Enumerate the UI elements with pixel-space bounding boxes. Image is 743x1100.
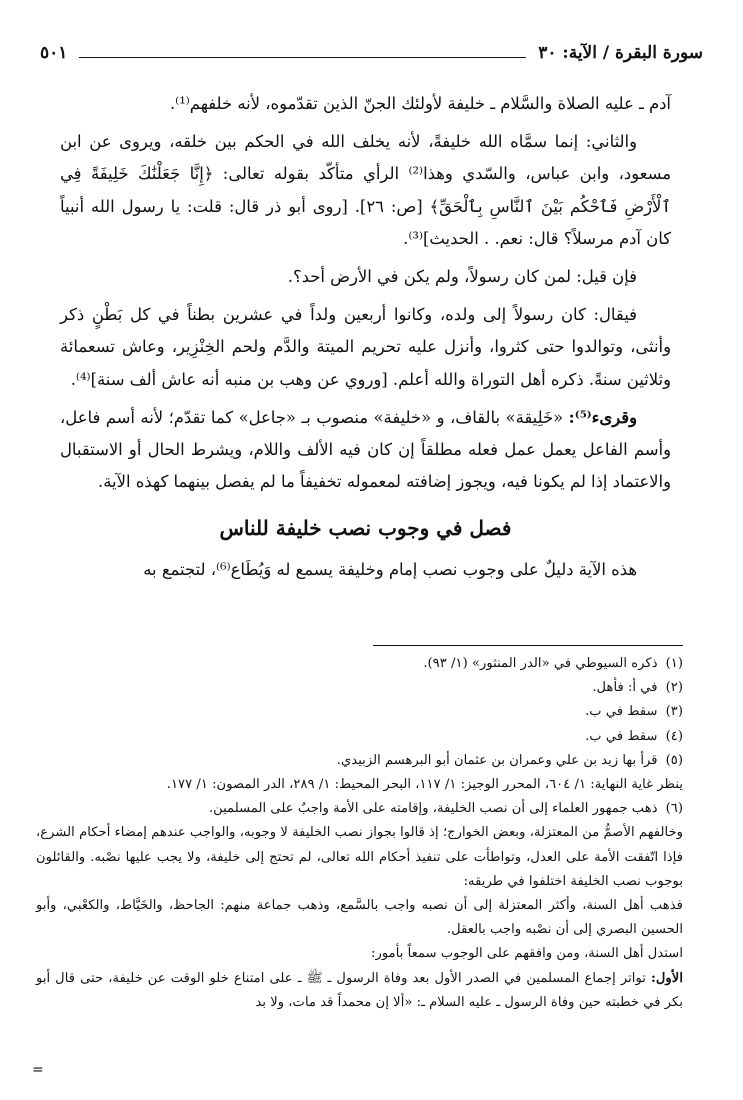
paragraph-2: والثاني: إنما سمَّاه الله خليفةً، لأنه يخلف الله في الحكم بين خلقه، ويروى عن ابن مسعود، وابن عباس، والسّدي وهذا⁽²⁾ الرأي متأكّد بقوله تعالى: ﴿إِنَّا جَعَلْنَٰكَ خَلِيفَةً فِي ٱلْأَرْضِ فَٱحْكُم بَيْنَ ٱلنَّاسِ بِٱلْحَقِّ﴾ [ص: ٢٦]. [روى أبو ذر قال: قلت: يا رسول الله أنبياً كان آدم مرسلاً؟ قال: نعم. . الحديث]⁽³⁾.: [60, 132, 671, 248]
paragraph-5-text: «خَلِيقة» بالقاف، و «خليفة» منصوب بـ «جاعل» كما تقدّم؛ لأنه أسم فاعل، وأسم الفاعل يعمل عمل فعله مطلقاً إن كان فيه الألف واللام، ويشرط الحال أو الاستقبال والاعتماد إذا لم يكونا فيه، ويجوز إضافته لمعموله تخفيفاً ما لم يفصل بينهما كهذه الآية.: [60, 407, 671, 492]
footnotes: [36, 652, 683, 1015]
running-header: [40, 38, 703, 68]
continuation-mark: =: [32, 1062, 44, 1078]
footnote-6-first-point: الأول: تواتر إجماع المسلمين في الصدر الأول بعد وفاة الرسول ـ ﷺ ـ على امتناع خلو الوقت عن خليفة، حتى قال أبو بكر في خطبته حين وفاة الرسول ـ عليه السلام ـ: «ألا إن محمداً قد مات، ولا بد: [36, 970, 683, 1010]
section-title: فصل في وجوب نصب خليفة للناس: [219, 516, 512, 541]
paragraph-3: فإن قيل: لمن كان رسولاً، ولم يكن في الأرض أحد؟.: [287, 267, 637, 287]
paragraph-6: هذه الآية دليلٌ على وجوب نصب إمام وخليفة يسمع له وَيُطَاع⁽⁶⁾، لتجتمع به: [143, 560, 637, 580]
paragraph-4: فيقال: كان رسولاً إلى ولده، وكانوا أربعين ولداً في عشرين بطناً في كل بَطْنٍ ذكر وأنثى، وتوالدوا حتى كثروا، وأنزل عليه تحريم الميتة والدَّم ولحم الخِنْزِير، وعاش تسعمائة وثلاثين سنةً. ذكره أهل التوراة والله أعلم. [وروي عن وهب بن منبه أنه عاش ألف سنة]⁽⁴⁾.: [60, 305, 671, 389]
page-number: ٥٠١: [40, 43, 68, 63]
header-rule: [79, 57, 526, 58]
footnote-6: (٦)ذهب جمهور العلماء إلى أن نصب الخليفة، وإقامته على الأمة واجبٌ على المسلمين.: [208, 801, 683, 817]
reading-lead: وقرىء⁽⁵⁾:: [568, 407, 637, 427]
main-text: [60, 88, 671, 593]
footnote-6-line: فذهب أهل السنة، وأكثر المعتزلة إلى أن نصبه واجب بالسَّمع، وذهب جماعة منهم: الجاحظ، والخَيَّاط، والكعْبي، وأبو الحسين البصري إلى أن نصْبه واجب بالعقل.: [36, 898, 683, 938]
paragraph-5: [60, 402, 671, 499]
footnote-1: (١)ذكره السيوطي في «الدر المنثور» (١/ ٩٣).: [423, 656, 683, 671]
footnote-6-line: وخالفهم الأصمُّ من المعتزلة، وبعض الخوارج؛ إذ قالوا بجواز نصب الخليفة لا وجوبه، والواجب عندهم إمضاء أحكام الشرع، فإذا اتّفقت الأمة على العدل، وتواطأت على تنفيذ أحكام الله تعالى، لم تحتج إلى خليفة، ولا يجب عليها نصْبه. والقائلون بوجوب نصب الخليفة اختلفوا في طريقه:: [36, 825, 683, 889]
footnote-3: (٣)سقط في ب.: [585, 704, 683, 720]
footnote-4: (٤)سقط في ب.: [585, 728, 683, 744]
footnote-separator: [373, 645, 683, 646]
surah-title: سورة البقرة / الآية: ٣٠: [538, 43, 703, 63]
footnote-6-line: استدل أهل السنة، ومن وافقهم على الوجوب سمعاً بأمور:: [371, 946, 683, 962]
footnote-5-references: ينظر غاية النهاية: ١/ ٦٠٤، المحرر الوجيز: ١/ ١١٧، البحر المحيط: ١/ ٢٨٩، الدر المصون: ١/ ١٧٧.: [166, 777, 683, 793]
footnote-5: (٥)قرأ بها زيد بن علي وعمران بن عثمان أبو البرهسم الزبيدي.: [336, 752, 683, 768]
paragraph-1: آدم ـ عليه الصلاة والسَّلام ـ خليفة لأولئك الجنّ الذين تقدّموه، لأنه خلفهم⁽¹⁾.: [169, 94, 671, 113]
footnote-2: (٢)في أ: فأهل.: [592, 680, 683, 696]
